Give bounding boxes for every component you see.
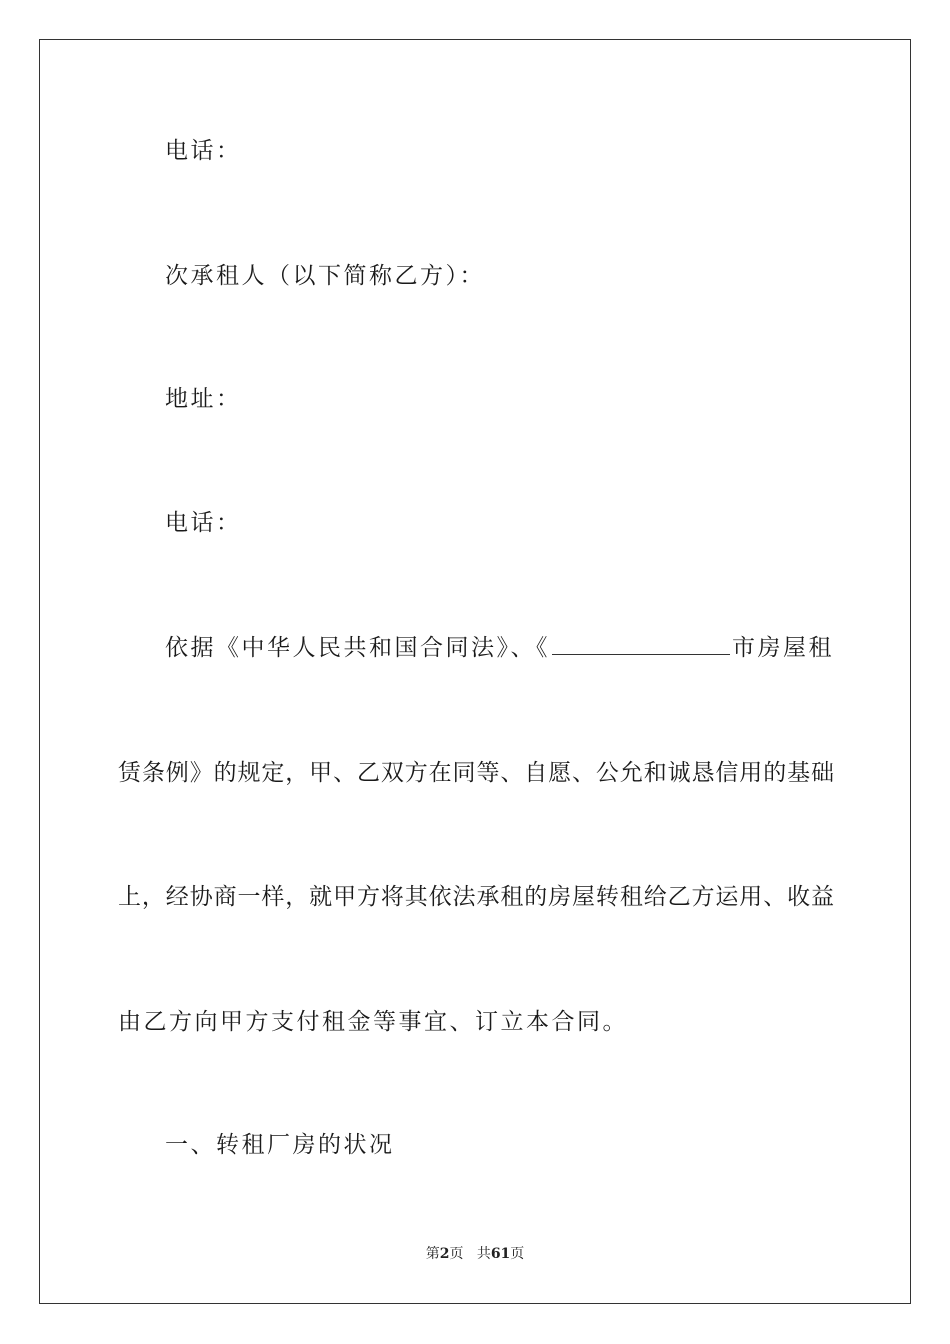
paragraph-line-4: 由乙方向甲方支付租金等事宜、订立本合同。 (118, 1009, 628, 1035)
footer-total-suffix: 页 (510, 1246, 525, 1262)
paragraph-line-2: 赁条例》的规定，甲、乙双方在同等、自愿、公允和诚恳信用的基础 (118, 760, 834, 786)
sublessee-label: 次承租人（以下简称乙方）： (165, 263, 485, 289)
section-heading-1: 一、转租厂房的状况 (165, 1132, 395, 1158)
footer-page-suffix: 页 (449, 1246, 464, 1262)
page-footer (0, 1244, 950, 1264)
city-blank-field (552, 636, 730, 655)
footer-total-prefix: 共 (476, 1246, 491, 1262)
telephone-label-2: 电话： (165, 510, 242, 536)
footer-page-prefix: 第 (425, 1246, 440, 1262)
telephone-label-1: 电话： (165, 138, 242, 164)
footer-page-number: 2 (439, 1246, 450, 1262)
paragraph-line-1 (165, 633, 834, 663)
paragraph-line-1-start: 依据《中华人民共和国合同法》、《 (165, 635, 550, 661)
address-label: 地址： (165, 386, 242, 412)
footer-total-pages: 61 (490, 1246, 511, 1262)
paragraph-line-1-end: 市房屋租 (732, 635, 834, 661)
page-frame (39, 39, 911, 1304)
paragraph-line-3: 上，经协商一样，就甲方将其依法承租的房屋转租给乙方运用、收益 (118, 884, 834, 910)
